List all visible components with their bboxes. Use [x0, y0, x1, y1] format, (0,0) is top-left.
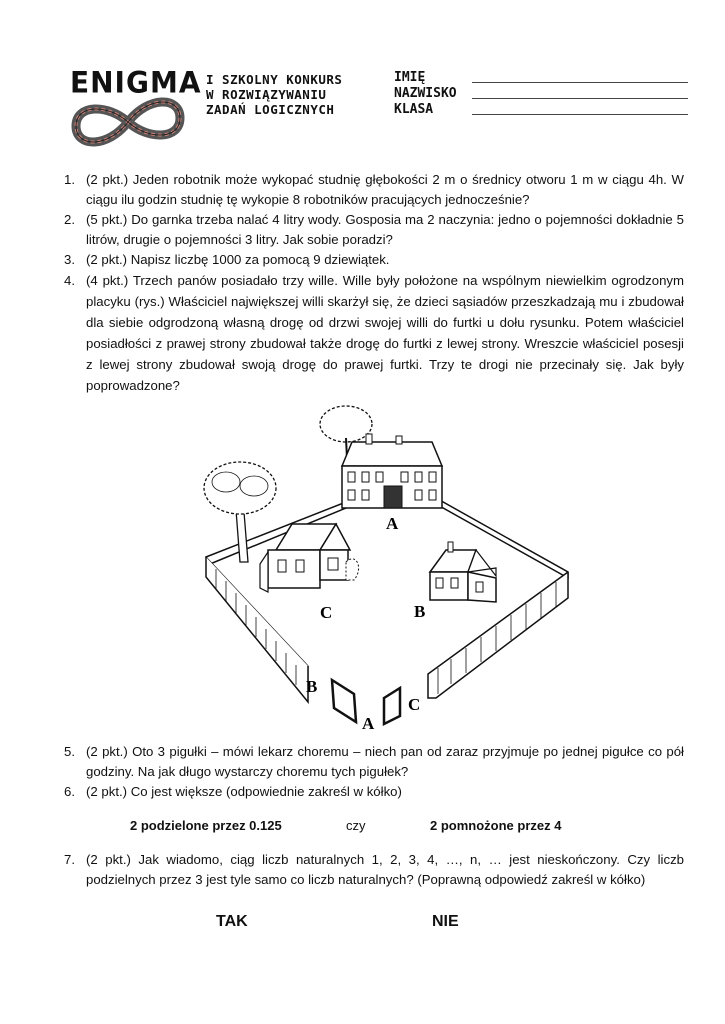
answer-no[interactable]: NIE [432, 913, 459, 930]
gate-left-label: B [306, 677, 318, 696]
answer-yes[interactable]: TAK [216, 913, 248, 930]
tree-left-icon [204, 462, 276, 562]
enigma-logo-icon [68, 96, 188, 148]
question-text: (4 pkt.) Trzech panów posiadało trzy wille. Wille były położone na wspólnym niewielkim ogrodzonym placyku (rys.) Właściciel największej willi skarżył się, że dzieci sąsiadów przeszkadzają mu i zbudował dla siebie odgrodzoną własną drogę od drzwi swojej willi do furtki u dołu rysunku. Potem właściciel posiadłości z prawej strony zbudował także drogę do furtki z lewej strony. Wreszcie właściciel posesji z lewej strony zbudował swoją drogę do prawej furtki. Trzy te drogi nie przecinały się. Jak były poprowadzone? [86, 273, 684, 393]
question-7-block [64, 850, 684, 890]
question-text: (2 pkt.) Jeden robotnik może wykopać studnię głębokości 2 m o średnicy otworu 1 m w ciągu 4h. W ciągu ilu godzin studnię tę wykopie 8 robotników pracujących jednocześnie? [86, 172, 684, 207]
gate-right-label: C [408, 695, 421, 714]
question-number: 2. [64, 212, 75, 227]
question-number: 5. [64, 744, 75, 759]
question-5 [64, 742, 684, 782]
question-text: (2 pkt.) Jak wiadomo, ciąg liczb naturalnych 1, 2, 3, 4, …, n, … jest nieskończony. Czy liczb podzielnych przez 3 jest tyle samo co liczb naturalnych? (Poprawną odpowiedź zakreśl w kółko) [86, 852, 684, 887]
name-field[interactable] [394, 70, 684, 86]
house-b-icon [430, 542, 496, 602]
field-line [472, 82, 688, 83]
contest-title [206, 72, 342, 117]
questions-upper [64, 170, 684, 396]
contest-line: ZADAŃ LOGICZNYCH [206, 102, 335, 117]
question-4 [64, 270, 684, 396]
villas-illustration [196, 402, 576, 732]
house-c-label: C [320, 603, 333, 622]
header [68, 62, 688, 152]
field-line [472, 114, 688, 115]
gate-right-icon [384, 688, 400, 724]
question-number: 6. [64, 784, 75, 799]
question-6 [64, 782, 684, 802]
question-number: 1. [64, 172, 75, 187]
field-line [472, 98, 688, 99]
question-1 [64, 170, 684, 210]
class-field[interactable] [394, 102, 684, 118]
contest-line: I SZKOLNY KONKURS [206, 72, 343, 87]
question-number: 7. [64, 852, 75, 867]
house-a-label: A [386, 514, 399, 533]
question-number: 3. [64, 252, 75, 267]
question-text: (2 pkt.) Oto 3 pigułki – mówi lekarz choremu – niech pan od zaraz przyjmuje po jednej pigułce co pół godziny. Na jak długo wystarczy choremu tych pigułek? [86, 744, 684, 779]
house-b-label: B [414, 602, 426, 621]
field-label: KLASA [394, 102, 434, 117]
student-fields [394, 70, 684, 118]
question-7 [64, 850, 684, 890]
logo-text: ENIGMA [70, 65, 202, 100]
question-text: (5 pkt.) Do garnka trzeba nalać 4 litry wody. Gosposia ma 2 naczynia: jedno o pojemności dokładnie 5 litrów, drugie o pojemności 3 litry. Jak sobie poradzi? [86, 212, 684, 247]
compare-option-left[interactable]: 2 podzielone przez 0.125 [130, 818, 282, 833]
contest-line: W ROZWIĄZYWANIU [206, 87, 327, 102]
question-text: (2 pkt.) Co jest większe (odpowiednie zakreśl w kółko) [86, 784, 402, 799]
house-a-icon [342, 434, 442, 508]
question-3 [64, 250, 684, 270]
question-number: 4. [64, 273, 75, 288]
compare-connector: czy [346, 818, 366, 833]
field-label: NAZWISKO [394, 86, 457, 101]
gate-middle-label: A [362, 714, 375, 732]
field-label: IMIĘ [394, 70, 426, 85]
compare-option-right[interactable]: 2 pomnożone przez 4 [430, 818, 562, 833]
question-2 [64, 210, 684, 250]
gate-left-icon [332, 680, 356, 722]
question-text: (2 pkt.) Napisz liczbę 1000 za pomocą 9 dziewiątek. [86, 252, 390, 267]
questions-lower [64, 742, 684, 802]
surname-field[interactable] [394, 86, 684, 102]
